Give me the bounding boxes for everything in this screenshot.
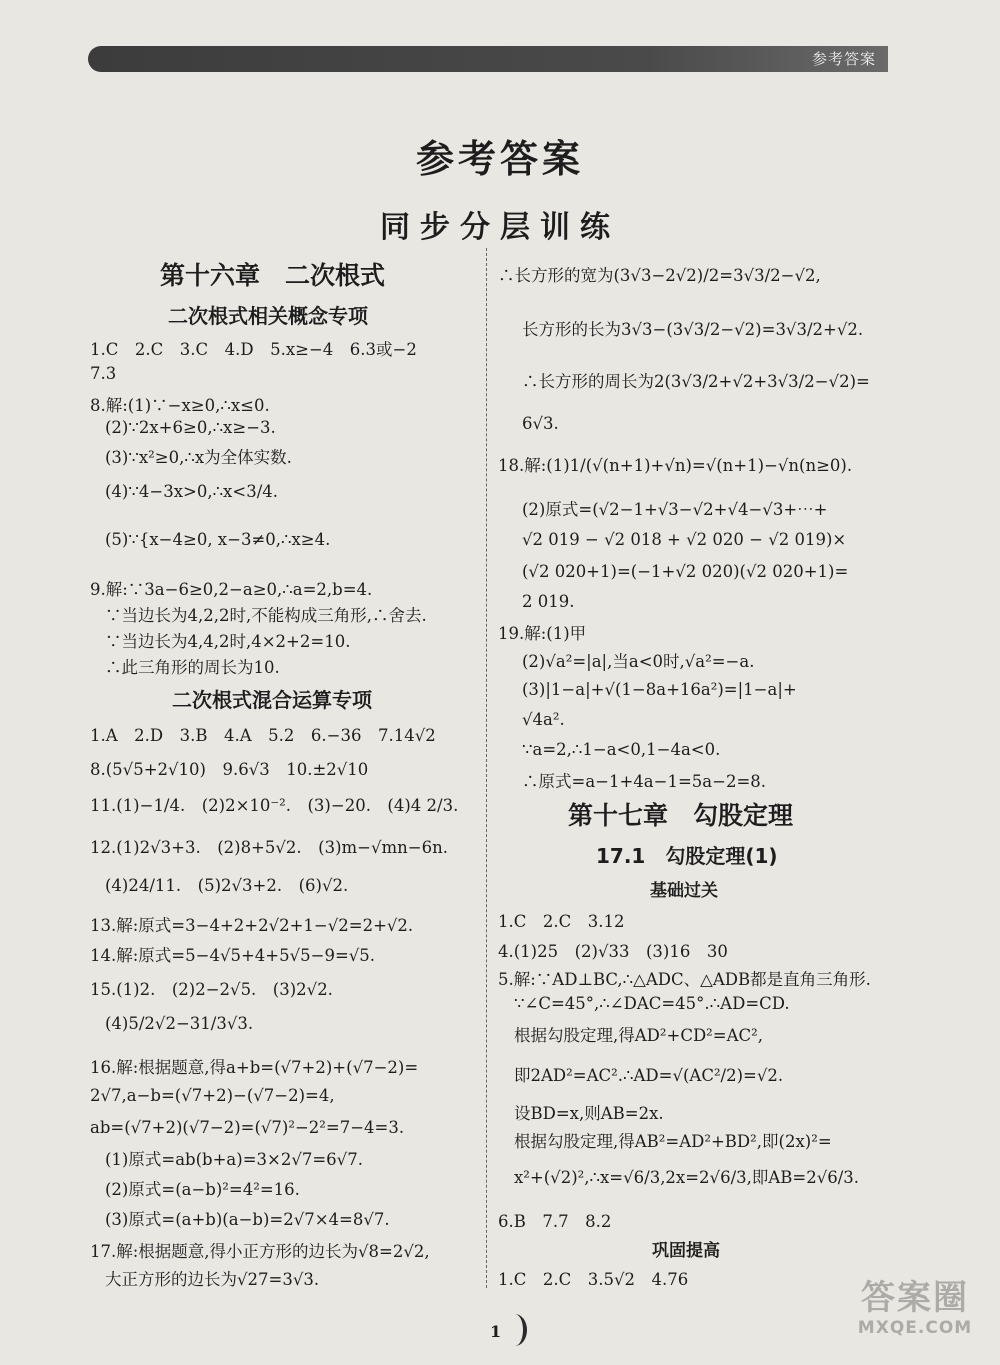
header-tab: 参考答案 — [811, 50, 876, 68]
answer-line: 15.(1)2. (2)2−2√5. (3)2√2. — [90, 980, 333, 999]
answer-line: ∵∠C=45°,∴∠DAC=45°.∴AD=CD. — [514, 994, 790, 1013]
answer-line: 根据勾股定理,得AB²=AD²+BD²,即(2x)²= — [514, 1132, 832, 1151]
answer-line: ∵当边长为4,2,2时,不能构成三角形,∴舍去. — [105, 606, 427, 625]
section-17-1-title: 17.1 勾股定理(1) — [596, 844, 778, 868]
answer-line: (2)原式=(√2−1+√3−√2+√4−√3+⋯+ — [522, 500, 828, 519]
answer-line: (2)√a²=|a|,当a<0时,√a²=−a. — [522, 652, 755, 671]
answer-line: (2)∵2x+6≥0,∴x≥−3. — [105, 418, 276, 437]
answer-line: ∴原式=a−1+4a−1=5a−2=8. — [522, 772, 767, 791]
answer-line: (3)|1−a|+√(1−8a+16a²)=|1−a|+ — [522, 680, 797, 699]
answer-line: 19.解:(1)甲 — [498, 624, 587, 643]
page-number-swoosh — [503, 1314, 527, 1346]
answer-line: ∵当边长为4,4,2时,4×2+2=10. — [105, 632, 351, 651]
answer-line: (√2 020+1)=(−1+√2 020)(√2 020+1)= — [522, 562, 849, 581]
answer-line: (4)5/2√2−31/3√3. — [105, 1014, 254, 1033]
answer-line: 5.解:∵AD⊥BC,∴△ADC、△ADB都是直角三角形. — [498, 970, 871, 989]
answer-line: 2√7,a−b=(√7+2)−(√7−2)=4, — [90, 1086, 335, 1105]
answer-line: ∴此三角形的周长为10. — [105, 658, 280, 677]
subsection-basic-title: 基础过关 — [650, 881, 718, 901]
answer-line: ab=(√7+2)(√7−2)=(√7)²−2²=7−4=3. — [90, 1118, 405, 1137]
answer-line: 长方形的长为3√3−(3√3/2−√2)=3√3/2+√2. — [522, 320, 864, 339]
answer-line: 13.解:原式=3−4+2+2√2+1−√2=2+√2. — [90, 916, 414, 935]
answer-line: 12.(1)2√3+3. (2)8+5√2. (3)m−√mn−6n. — [90, 838, 448, 857]
answer-line: 1.C 2.C 3.C 4.D 5.x≥−4 6.3或−2 — [90, 340, 417, 359]
header-bar — [88, 46, 888, 72]
answer-line: x²+(√2)²,∴x=√6/3,2x=2√6/3,即AB=2√6/3. — [514, 1168, 860, 1187]
answer-line: 18.解:(1)1/(√(n+1)+√n)=√(n+1)−√n(n≥0). — [498, 456, 853, 475]
answer-line: (4)24/11. (5)2√3+2. (6)√2. — [105, 876, 349, 895]
page-title: 参考答案 — [415, 137, 584, 181]
answer-line: √2 019 − √2 018 + √2 020 − √2 019)× — [522, 530, 847, 549]
chapter-16-title: 第十六章 二次根式 — [160, 261, 386, 290]
section-mixed-ops-title: 二次根式混合运算专项 — [172, 688, 372, 712]
answer-line: (4)∵4−3x>0,∴x<3/4. — [105, 482, 278, 501]
answer-line: 1.C 2.C 3.5√2 4.76 — [498, 1270, 689, 1289]
answer-line: 8.(5√5+2√10) 9.6√3 10.±2√10 — [90, 760, 369, 779]
answer-line: 2 019. — [522, 592, 575, 611]
answer-line: 6√3. — [522, 414, 559, 433]
watermark-text: 答案圈 — [861, 1278, 969, 1318]
answer-line: 16.解:根据题意,得a+b=(√7+2)+(√7−2)= — [90, 1058, 419, 1077]
answer-line: 1.C 2.C 3.12 — [498, 912, 625, 931]
answer-line: 即2AD²=AC².∴AD=√(AC²/2)=√2. — [514, 1066, 784, 1085]
answer-line: (3)∵x²≥0,∴x为全体实数. — [105, 448, 292, 467]
answer-line: 6.B 7.7 8.2 — [498, 1212, 612, 1231]
page-number: 1 — [490, 1322, 502, 1341]
answer-line: 7.3 — [90, 364, 117, 383]
answer-line: 4.(1)25 (2)√33 (3)16 30 — [498, 942, 728, 961]
page-subtitle: 同步分层训练 — [380, 210, 620, 245]
watermark-logo — [850, 1278, 980, 1358]
answer-line: 11.(1)−1/4. (2)2×10⁻². (3)−20. (4)4 2/3. — [90, 796, 459, 815]
answer-line: 14.解:原式=5−4√5+4+5√5−9=√5. — [90, 946, 376, 965]
section-concepts-title: 二次根式相关概念专项 — [168, 304, 368, 328]
answer-line: 1.A 2.D 3.B 4.A 5.2 6.−36 7.14√2 — [90, 726, 436, 745]
chapter-17-title: 第十七章 勾股定理 — [568, 801, 794, 830]
answer-line: 大正方形的边长为√27=3√3. — [105, 1270, 320, 1289]
answer-line: 设BD=x,则AB=2x. — [514, 1104, 664, 1123]
answer-line: √4a². — [522, 710, 565, 729]
answer-line: (2)原式=(a−b)²=4²=16. — [105, 1180, 300, 1199]
answer-line: ∵a=2,∴1−a<0,1−4a<0. — [522, 740, 721, 759]
answer-line: 17.解:根据题意,得小正方形的边长为√8=2√2, — [90, 1242, 430, 1261]
answer-line: ∴长方形的宽为(3√3−2√2)/2=3√3/2−√2, — [498, 266, 821, 285]
answer-line: 根据勾股定理,得AD²+CD²=AC², — [514, 1026, 764, 1045]
answer-line: (3)原式=(a+b)(a−b)=2√7×4=8√7. — [105, 1210, 390, 1229]
answer-line: 8.解:(1)∵−x≥0,∴x≤0. — [90, 396, 270, 415]
answer-line: (1)原式=ab(b+a)=3×2√7=6√7. — [105, 1150, 363, 1169]
watermark-url: MXQE.COM — [857, 1318, 973, 1338]
answer-line: 9.解:∵3a−6≥0,2−a≥0,∴a=2,b=4. — [90, 580, 373, 599]
column-divider — [486, 248, 488, 1288]
answer-line: ∴长方形的周长为2(3√3/2+√2+3√3/2−√2)= — [522, 372, 870, 391]
answer-line: (5)∵{x−4≥0, x−3≠0,∴x≥4. — [105, 530, 331, 549]
subsection-advanced-title: 巩固提高 — [652, 1241, 720, 1261]
